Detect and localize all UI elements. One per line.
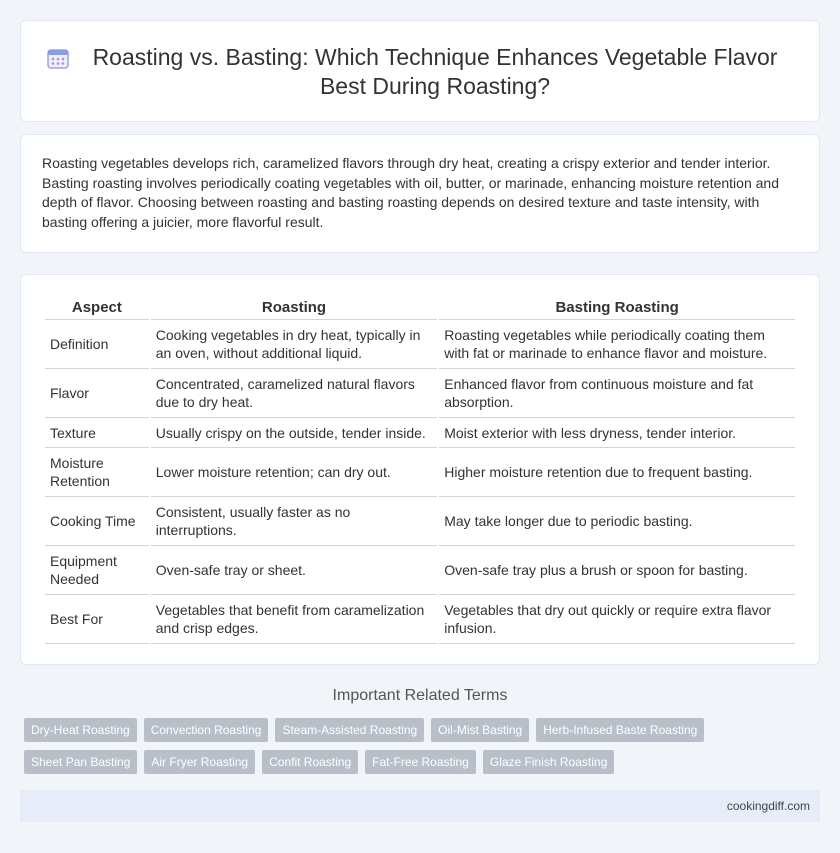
header-roasting: Roasting xyxy=(151,295,437,320)
title-card xyxy=(20,20,820,122)
row-roasting: Consistent, usually faster as no interruptions. xyxy=(151,497,437,546)
row-basting: Vegetables that dry out quickly or require extra flavor infusion. xyxy=(439,595,795,644)
table-header-row xyxy=(45,295,795,320)
row-basting: Higher moisture retention due to frequent basting. xyxy=(439,448,795,497)
row-aspect: Definition xyxy=(45,320,149,369)
row-basting: Moist exterior with less dryness, tender interior. xyxy=(439,418,795,448)
related-terms-tags xyxy=(24,718,724,782)
row-aspect: Flavor xyxy=(45,369,149,418)
table-row xyxy=(45,546,795,595)
row-basting: Oven-safe tray plus a brush or spoon for basting. xyxy=(439,546,795,595)
row-roasting: Usually crispy on the outside, tender inside. xyxy=(151,418,437,448)
row-roasting: Lower moisture retention; can dry out. xyxy=(151,448,437,497)
tag-dry-heat-roasting[interactable]: Dry-Heat Roasting xyxy=(24,718,137,742)
row-basting: Roasting vegetables while periodically coating them with fat or marinade to enhance flavor and moisture. xyxy=(439,320,795,369)
comparison-table xyxy=(43,295,797,644)
tag-confit-roasting[interactable]: Confit Roasting xyxy=(262,750,358,774)
tag-air-fryer-roasting[interactable]: Air Fryer Roasting xyxy=(144,750,255,774)
tag-sheet-pan-basting[interactable]: Sheet Pan Basting xyxy=(24,750,137,774)
tag-herb-infused-baste-roasting[interactable]: Herb-Infused Baste Roasting xyxy=(536,718,704,742)
row-roasting: Oven-safe tray or sheet. xyxy=(151,546,437,595)
table-row xyxy=(45,369,795,418)
row-aspect: Texture xyxy=(45,418,149,448)
row-basting: Enhanced flavor from continuous moisture and fat absorption. xyxy=(439,369,795,418)
table-row xyxy=(45,320,795,369)
tag-oil-mist-basting[interactable]: Oil-Mist Basting xyxy=(431,718,529,742)
summary-text: Roasting vegetables develops rich, caramelized flavors through dry heat, creating a crispy exterior and tender interior. Basting roasting involves periodically coating vegetables with oil, butter, or marinade, enhancing moisture retention and depth of flavor. Choosing between roasting and basting roasting depends on desired texture and taste intensity, with basting offering a juicier, more flavorful result. xyxy=(42,155,779,230)
table-row xyxy=(45,497,795,546)
row-aspect: Moisture Retention xyxy=(45,448,149,497)
tag-fat-free-roasting[interactable]: Fat-Free Roasting xyxy=(365,750,476,774)
row-roasting: Cooking vegetables in dry heat, typically in an oven, without additional liquid. xyxy=(151,320,437,369)
summary-card xyxy=(20,134,820,253)
table-row xyxy=(45,595,795,644)
footer xyxy=(20,790,820,822)
row-aspect: Equipment Needed xyxy=(45,546,149,595)
row-aspect: Cooking Time xyxy=(45,497,149,546)
tag-convection-roasting[interactable]: Convection Roasting xyxy=(144,718,269,742)
comparison-table-card xyxy=(20,274,820,665)
tag-steam-assisted-roasting[interactable]: Steam-Assisted Roasting xyxy=(275,718,424,742)
table-row xyxy=(45,418,795,448)
header-basting-roasting: Basting Roasting xyxy=(439,295,795,320)
tag-glaze-finish-roasting[interactable]: Glaze Finish Roasting xyxy=(483,750,614,774)
row-basting: May take longer due to periodic basting. xyxy=(439,497,795,546)
related-terms-title: Important Related Terms xyxy=(332,687,508,704)
row-aspect: Best For xyxy=(45,595,149,644)
footer-site-link[interactable]: cookingdiff.com xyxy=(726,799,810,813)
page-title: Roasting vs. Basting: Which Technique Enhances Vegetable Flavor Best During Roasting? xyxy=(92,44,778,99)
row-roasting: Vegetables that benefit from caramelization and crisp edges. xyxy=(151,595,437,644)
table-row xyxy=(45,448,795,497)
row-roasting: Concentrated, caramelized natural flavors due to dry heat. xyxy=(151,369,437,418)
header-aspect: Aspect xyxy=(45,295,149,320)
